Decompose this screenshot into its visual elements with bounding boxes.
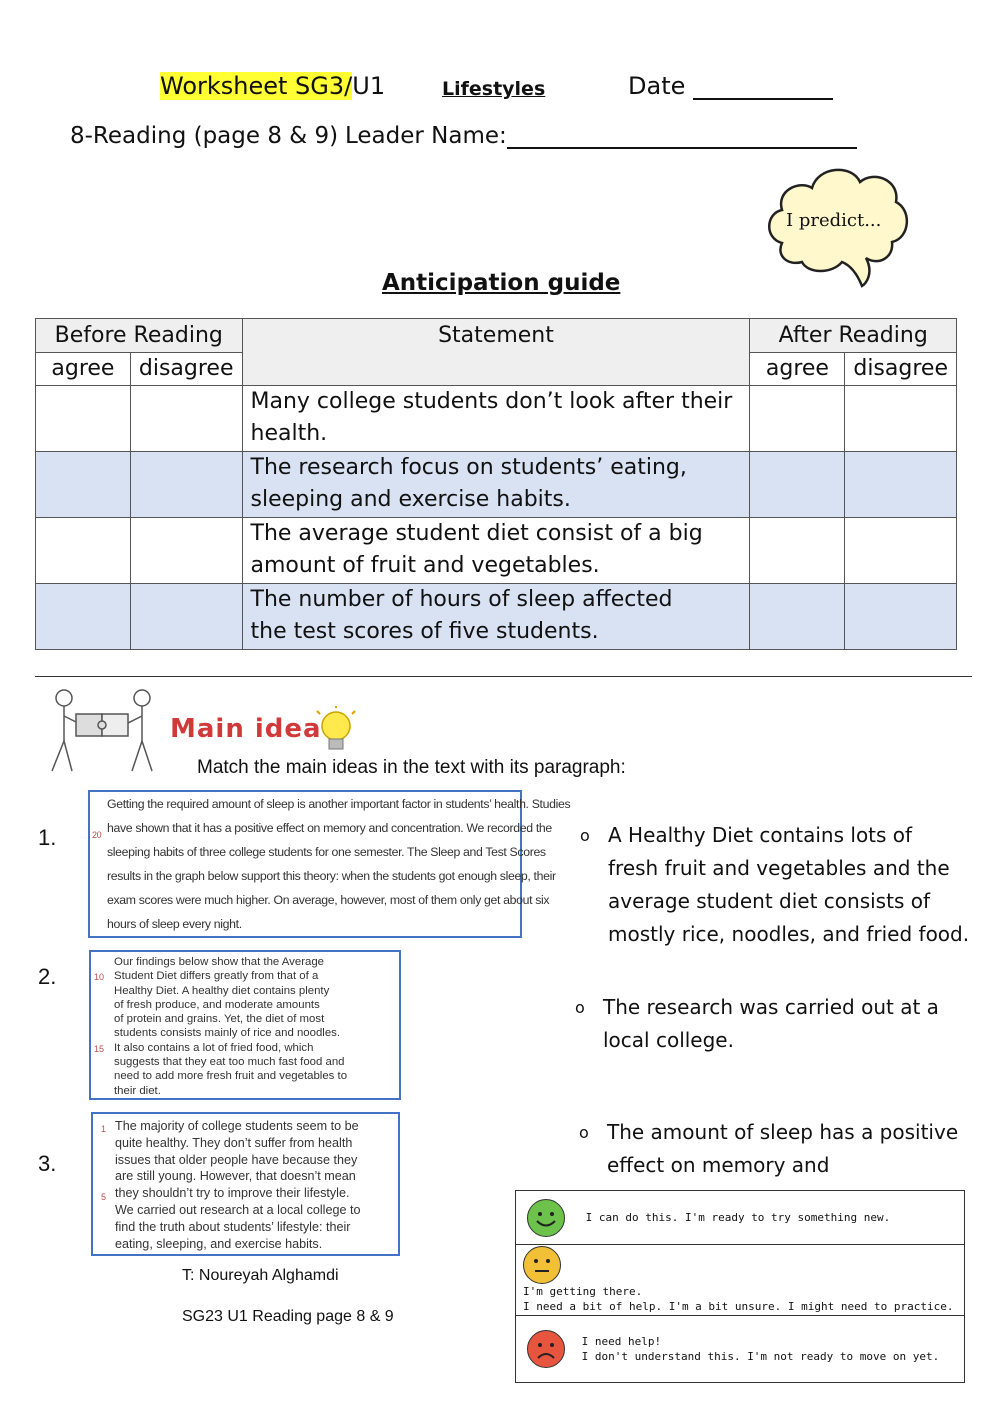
after-reading-header: After Reading bbox=[750, 319, 957, 353]
bullet-circle-icon: o bbox=[580, 826, 590, 845]
topic-title: Lifestyles bbox=[442, 78, 546, 100]
main-idea-option-3[interactable] bbox=[579, 1116, 959, 1182]
paragraph-number-3: 3. bbox=[38, 1151, 57, 1176]
leader-field bbox=[345, 123, 857, 149]
after-disagree-cell[interactable] bbox=[845, 386, 957, 452]
main-idea-option-2[interactable] bbox=[575, 991, 939, 1057]
passage-line: hours of sleep every night. bbox=[107, 917, 242, 931]
after-disagree-cell[interactable] bbox=[845, 452, 957, 518]
line-number: 15 bbox=[94, 1044, 105, 1054]
line-number: 5 bbox=[101, 1192, 107, 1202]
passage-line: have shown that it has a positive effect on memory and concentration. We recorded the bbox=[107, 821, 552, 835]
passage-line: their diet. bbox=[114, 1084, 161, 1097]
after-disagree-header: disagree bbox=[845, 353, 957, 386]
reading-label: 8-Reading (page 8 & 9) bbox=[70, 123, 339, 149]
date-label: Date bbox=[628, 72, 686, 100]
matching-instruction: Match the main ideas in the text with its paragraph: bbox=[197, 757, 626, 778]
passage-line: sleeping habits of three college students for one semester. The Sleep and Test Scores bbox=[107, 845, 546, 859]
after-agree-cell[interactable] bbox=[750, 452, 845, 518]
line-number: 20 bbox=[92, 830, 102, 840]
before-agree-cell[interactable] bbox=[36, 518, 131, 584]
section-divider bbox=[35, 676, 972, 677]
statement-line: the test scores of five students. bbox=[250, 619, 599, 644]
main-idea-option-1[interactable] bbox=[580, 819, 970, 951]
before-disagree-cell[interactable] bbox=[130, 452, 242, 518]
self-assessment-text: I can do this. I'm ready to try something new. bbox=[585, 1211, 891, 1224]
idea-line: The research was carried out at a bbox=[603, 995, 939, 1019]
after-agree-cell[interactable] bbox=[750, 386, 845, 452]
predict-text: I predict... bbox=[786, 210, 882, 231]
passage-line: results in the graph below support this theory: when the students got enough sleep, their bbox=[107, 869, 556, 883]
idea-line: The amount of sleep has a positive bbox=[607, 1120, 959, 1144]
worksheet-unit: U1 bbox=[352, 72, 386, 100]
idea-line: average student diet consists of bbox=[608, 889, 931, 913]
anticipation-guide-title: Anticipation guide bbox=[382, 270, 621, 296]
passage-line: of fresh produce, and moderate amounts bbox=[114, 998, 320, 1011]
lightbulb-icon bbox=[314, 706, 358, 760]
before-agree-cell[interactable] bbox=[36, 584, 131, 650]
line-number: 1 bbox=[101, 1124, 107, 1134]
passage-line: The majority of college students seem to be bbox=[115, 1119, 359, 1133]
paragraph-number-2: 2. bbox=[38, 964, 57, 989]
passage-line: quite healthy. They don’t suffer from health bbox=[115, 1135, 353, 1150]
worksheet-code: SG23 U1 Reading page 8 & 9 bbox=[182, 1308, 394, 1325]
statement-line: health. bbox=[250, 421, 328, 446]
before-agree-cell[interactable] bbox=[36, 386, 131, 452]
statement-line: sleeping and exercise habits. bbox=[250, 487, 571, 512]
idea-line: local college. bbox=[603, 1028, 734, 1052]
teacher-name: T: Noureyah Alghamdi bbox=[182, 1267, 339, 1284]
passage-line: We carried out research at a local college to bbox=[115, 1202, 361, 1217]
passage-line: Getting the required amount of sleep is another important factor in students’ health. Studies bbox=[107, 797, 571, 811]
passage-line: suggests that they eat too much fast food and bbox=[114, 1056, 345, 1069]
passage-line: Healthy Diet. A healthy diet contains plenty bbox=[114, 984, 330, 997]
passage-2 bbox=[89, 950, 401, 1100]
stick-figures-puzzle-illustration bbox=[40, 686, 160, 776]
before-disagree-header: disagree bbox=[130, 353, 242, 386]
date-blank-line[interactable] bbox=[693, 78, 833, 100]
leader-blank-line[interactable] bbox=[507, 127, 857, 149]
passage-line: exam scores were much higher. On average, however, most of them only get about six bbox=[107, 893, 550, 907]
self-assessment-text bbox=[582, 1334, 940, 1364]
before-disagree-cell[interactable] bbox=[130, 386, 242, 452]
before-agree-cell[interactable] bbox=[36, 452, 131, 518]
self-assessment-text bbox=[523, 1284, 953, 1314]
passage-line: need to add more fresh fruit and vegetables to bbox=[114, 1070, 348, 1083]
self-assessment-row[interactable] bbox=[516, 1191, 965, 1245]
before-agree-header: agree bbox=[36, 353, 131, 386]
idea-line: effect on memory and bbox=[607, 1153, 830, 1177]
after-agree-header: agree bbox=[750, 353, 845, 386]
passage-line: are still young. However, that doesn’t mean bbox=[115, 1169, 356, 1184]
statement-cell bbox=[242, 584, 750, 650]
passage-line: they shouldn’t try to improve their lifestyle. bbox=[115, 1186, 350, 1201]
self-assessment-row[interactable] bbox=[516, 1316, 965, 1383]
passage-line: Our findings below show that the Average bbox=[114, 956, 325, 968]
sad-face-icon bbox=[527, 1330, 565, 1368]
self-assessment-table bbox=[515, 1190, 965, 1383]
idea-line: mostly rice, noodles, and fried food. bbox=[608, 922, 970, 946]
statement-cell bbox=[242, 386, 750, 452]
self-assessment-line: I need a bit of help. I'm a bit unsure. I might need to practice. bbox=[523, 1300, 954, 1313]
statement-line: Many college students don’t look after their bbox=[250, 389, 733, 414]
paragraph-number-1: 1. bbox=[38, 825, 57, 850]
statement-line: The number of hours of sleep affected bbox=[250, 587, 673, 612]
statement-line: amount of fruit and vegetables. bbox=[250, 553, 600, 578]
stick-figures-icon bbox=[40, 686, 160, 776]
predict-cloud bbox=[762, 158, 912, 288]
date-field bbox=[628, 72, 833, 100]
after-disagree-cell[interactable] bbox=[845, 584, 957, 650]
bullet-circle-icon: o bbox=[579, 1123, 589, 1142]
passage-line: find the truth about students’ lifestyle: their bbox=[115, 1219, 351, 1234]
statement-cell bbox=[242, 452, 750, 518]
self-assessment-row[interactable] bbox=[516, 1245, 965, 1316]
statement-line: The average student diet consist of a big bbox=[250, 521, 703, 546]
neutral-face-icon bbox=[523, 1246, 561, 1284]
main-idea-logo: Main idea bbox=[170, 714, 322, 744]
line-number: 10 bbox=[94, 972, 105, 982]
passage-3 bbox=[91, 1112, 400, 1256]
statement-header: Statement bbox=[242, 319, 750, 386]
passage-line: students consists mainly of rice and noodles. bbox=[114, 1027, 341, 1040]
passage-1 bbox=[88, 790, 571, 938]
before-disagree-cell[interactable] bbox=[130, 584, 242, 650]
passage-line: Student Diet differs greatly from that of a bbox=[114, 970, 319, 983]
leader-label: Leader Name: bbox=[345, 123, 507, 149]
worksheet-code-highlight: Worksheet SG3/ bbox=[160, 72, 353, 100]
passage-line: eating, sleeping, and exercise habits. bbox=[115, 1236, 323, 1251]
worksheet-title bbox=[160, 72, 385, 100]
statement-cell bbox=[242, 518, 750, 584]
self-assessment-line: I don't understand this. I'm not ready to move on yet. bbox=[581, 1350, 940, 1363]
bullet-circle-icon: o bbox=[575, 998, 585, 1017]
self-assessment-line: I need help! bbox=[581, 1335, 662, 1348]
before-disagree-cell[interactable] bbox=[130, 518, 242, 584]
after-agree-cell[interactable] bbox=[750, 584, 845, 650]
self-assessment-line: I'm getting there. bbox=[523, 1285, 643, 1298]
after-disagree-cell[interactable] bbox=[845, 518, 957, 584]
after-agree-cell[interactable] bbox=[750, 518, 845, 584]
statement-line: The research focus on students’ eating, bbox=[250, 455, 687, 480]
anticipation-table bbox=[35, 318, 957, 650]
passage-line: It also contains a lot of fried food, which bbox=[114, 1041, 314, 1054]
idea-line: A Healthy Diet contains lots of bbox=[608, 823, 913, 847]
passage-line: issues that older people have because they bbox=[115, 1152, 358, 1167]
before-reading-header: Before Reading bbox=[36, 319, 243, 353]
passage-line: of protein and grains. Yet, the diet of most bbox=[114, 1013, 325, 1026]
happy-face-icon bbox=[527, 1199, 565, 1237]
idea-line: fresh fruit and vegetables and the bbox=[608, 856, 950, 880]
